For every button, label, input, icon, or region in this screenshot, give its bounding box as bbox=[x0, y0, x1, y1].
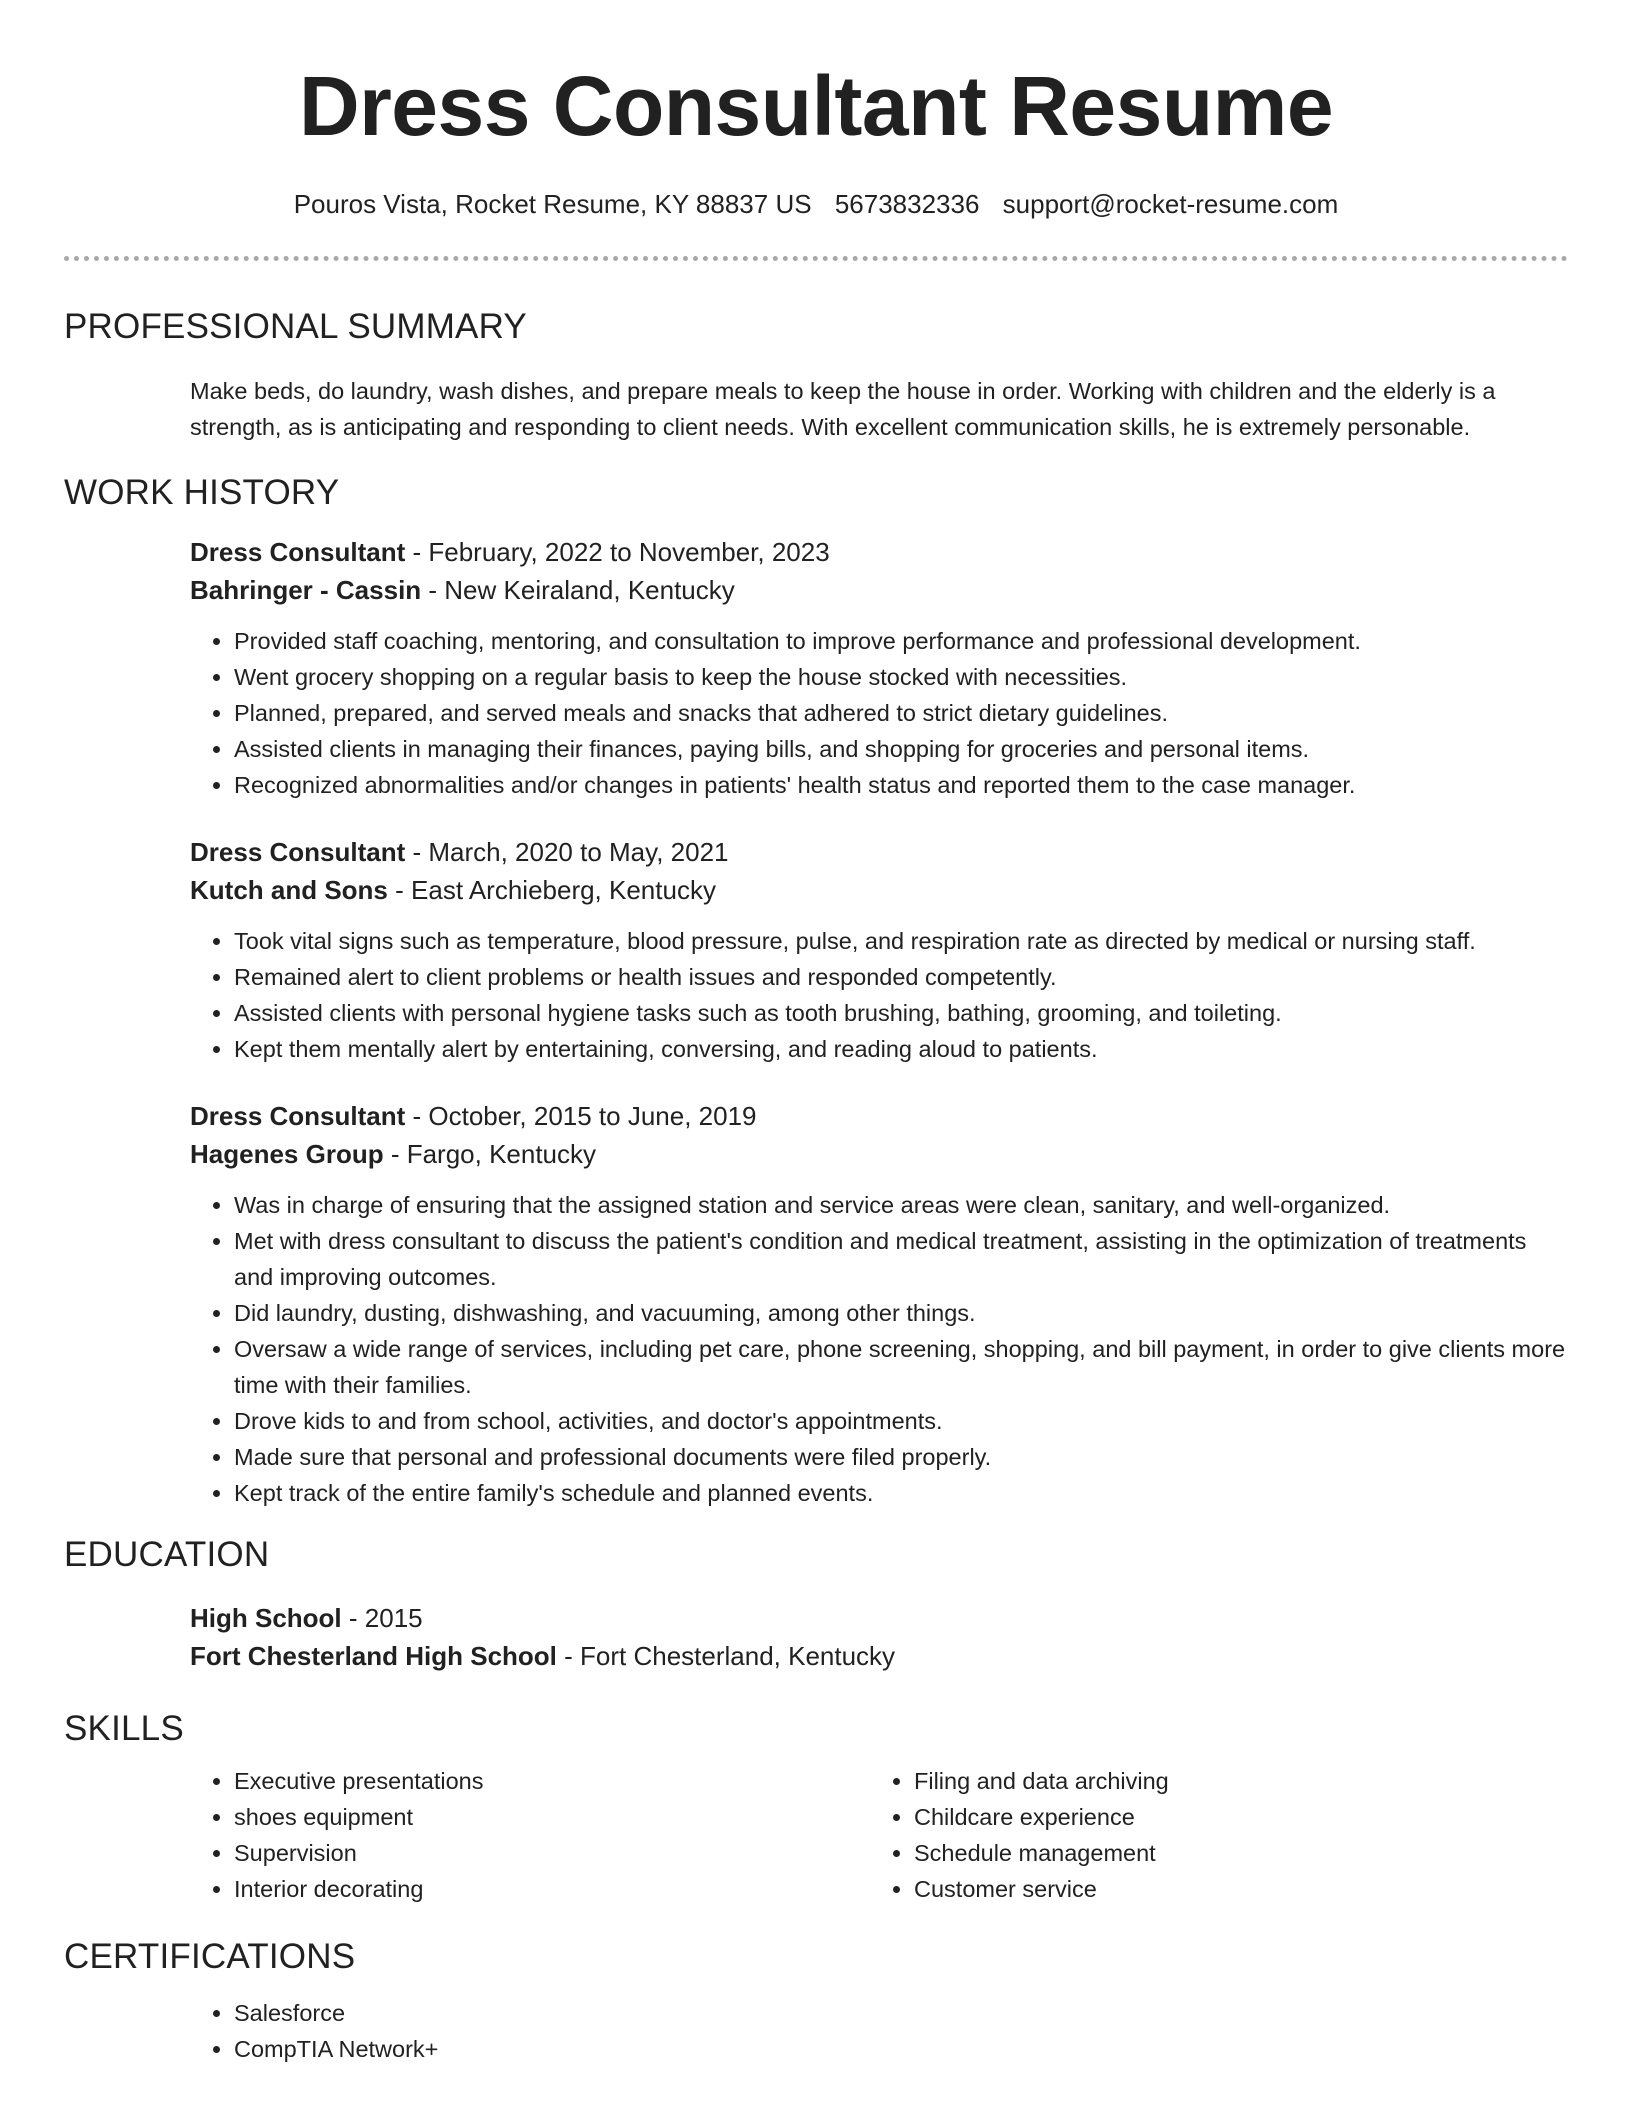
job-location: - New Keiraland, Kentucky bbox=[421, 575, 735, 605]
job-dates: - October, 2015 to June, 2019 bbox=[405, 1101, 757, 1131]
list-item: • Met with dress consultant to discuss the patient's condition and medical treatment, assisting in the optimization of treatments and improving outcomes. bbox=[234, 1223, 1568, 1295]
job-company: Kutch and Sons bbox=[190, 875, 388, 905]
job-location: - East Archieberg, Kentucky bbox=[387, 875, 716, 905]
list-item: • Made sure that personal and professional documents were filed properly. bbox=[234, 1439, 1568, 1475]
header-divider bbox=[64, 256, 1568, 261]
education-school: Fort Chesterland High School bbox=[190, 1641, 557, 1671]
job-location: - Fargo, Kentucky bbox=[383, 1139, 597, 1169]
list-item: • Childcare experience bbox=[914, 1799, 1550, 1835]
list-item: • Interior decorating bbox=[234, 1871, 870, 1907]
list-item: • Assisted clients with personal hygiene tasks such as tooth brushing, bathing, grooming, and toileting. bbox=[234, 995, 1568, 1031]
job-dates: - March, 2020 to May, 2021 bbox=[405, 837, 729, 867]
job-title: Dress Consultant bbox=[190, 537, 406, 567]
work-history-heading: WORK HISTORY bbox=[64, 473, 340, 512]
education-entry bbox=[64, 1599, 1568, 1675]
list-item: • Provided staff coaching, mentoring, and consultation to improve performance and professional development. bbox=[234, 623, 1568, 659]
certifications-heading: CERTIFICATIONS bbox=[64, 1937, 356, 1976]
list-item: • Took vital signs such as temperature, blood pressure, pulse, and respiration rate as directed by medical or nursing staff. bbox=[234, 923, 1568, 959]
skills-heading: SKILLS bbox=[64, 1709, 184, 1748]
list-item: • Salesforce bbox=[234, 1995, 1568, 2031]
job-bullets bbox=[190, 1187, 1568, 1511]
summary-text: Make beds, do laundry, wash dishes, and prepare meals to keep the house in order. Working with children and the elderly is a strength, as is anticipating and responding to client needs. With excellent communication skills, he is extremely personable. bbox=[190, 378, 1496, 440]
list-item: • Did laundry, dusting, dishwashing, and vacuuming, among other things. bbox=[234, 1295, 1568, 1331]
skills-grid bbox=[64, 1763, 1568, 1907]
job-dates: - February, 2022 to November, 2023 bbox=[405, 537, 830, 567]
summary-heading: PROFESSIONAL SUMMARY bbox=[64, 307, 527, 346]
job-entry bbox=[64, 533, 1568, 803]
education-heading: EDUCATION bbox=[64, 1535, 270, 1574]
job-company: Hagenes Group bbox=[190, 1139, 384, 1169]
job-bullets bbox=[190, 923, 1568, 1067]
contact-phone: 5673832336 bbox=[834, 189, 980, 219]
contact-address: Pouros Vista, Rocket Resume, KY 88837 US bbox=[293, 189, 812, 219]
contact-line bbox=[64, 186, 1568, 222]
job-title-line bbox=[190, 833, 1568, 871]
education-school-line bbox=[190, 1637, 1568, 1675]
education-degree-line bbox=[190, 1599, 1568, 1637]
certifications-list-wrap bbox=[64, 1995, 1568, 2067]
list-item: • Customer service bbox=[914, 1871, 1550, 1907]
list-item: • Executive presentations bbox=[234, 1763, 870, 1799]
skills-column-right bbox=[870, 1763, 1550, 1907]
education-degree: High School bbox=[190, 1603, 342, 1633]
job-title: Dress Consultant bbox=[190, 1101, 406, 1131]
list-item: • shoes equipment bbox=[234, 1799, 870, 1835]
education-year: - 2015 bbox=[341, 1603, 423, 1633]
list-item: • Kept them mentally alert by entertaining, conversing, and reading aloud to patients. bbox=[234, 1031, 1568, 1067]
resume-title: Dress Consultant Resume bbox=[298, 59, 1334, 153]
job-entry bbox=[64, 1097, 1568, 1511]
list-item: • Was in charge of ensuring that the assigned station and service areas were clean, sanitary, and well-organized. bbox=[234, 1187, 1568, 1223]
job-title-line bbox=[190, 533, 1568, 571]
skills-column-left bbox=[190, 1763, 870, 1907]
job-bullets bbox=[190, 623, 1568, 803]
education-location: - Fort Chesterland, Kentucky bbox=[556, 1641, 896, 1671]
contact-email: support@rocket-resume.com bbox=[1002, 189, 1339, 219]
list-item: • Supervision bbox=[234, 1835, 870, 1871]
list-item: • Assisted clients in managing their finances, paying bills, and shopping for groceries and personal items. bbox=[234, 731, 1568, 767]
list-item: • Planned, prepared, and served meals and snacks that adhered to strict dietary guidelines. bbox=[234, 695, 1568, 731]
list-item: • Kept track of the entire family's schedule and planned events. bbox=[234, 1475, 1568, 1511]
job-company-line bbox=[190, 1135, 1568, 1173]
job-entry bbox=[64, 833, 1568, 1067]
job-company-line bbox=[190, 871, 1568, 909]
list-item: • Drove kids to and from school, activities, and doctor's appointments. bbox=[234, 1403, 1568, 1439]
list-item: • Went grocery shopping on a regular basis to keep the house stocked with necessities. bbox=[234, 659, 1568, 695]
list-item: • Oversaw a wide range of services, including pet care, phone screening, shopping, and bill payment, in order to give clients more time with their families. bbox=[234, 1331, 1568, 1403]
list-item: • Remained alert to client problems or health issues and responded competently. bbox=[234, 959, 1568, 995]
certifications-list bbox=[190, 1995, 1568, 2067]
list-item: • Recognized abnormalities and/or changes in patients' health status and reported them to the case manager. bbox=[234, 767, 1568, 803]
job-company: Bahringer - Cassin bbox=[190, 575, 422, 605]
list-item: • CompTIA Network+ bbox=[234, 2031, 1568, 2067]
list-item: • Schedule management bbox=[914, 1835, 1550, 1871]
job-company-line bbox=[190, 571, 1568, 609]
job-title: Dress Consultant bbox=[190, 837, 406, 867]
job-title-line bbox=[190, 1097, 1568, 1135]
list-item: • Filing and data archiving bbox=[914, 1763, 1550, 1799]
